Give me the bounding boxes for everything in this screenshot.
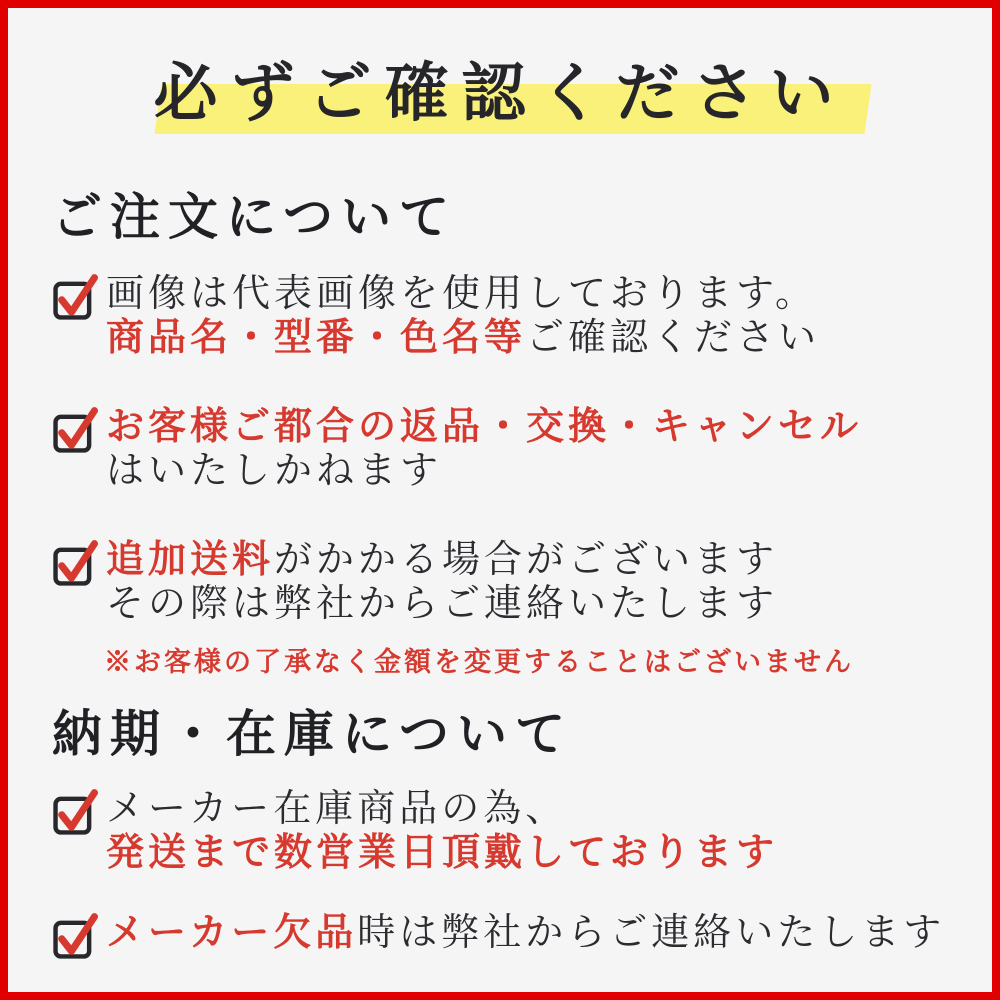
page-title: 必ずご確認ください	[153, 58, 847, 129]
item-line	[106, 449, 862, 493]
section-heading-orders: ご注文について	[52, 189, 457, 245]
item-line	[106, 538, 778, 582]
item-text-segment-red: メーカー欠品	[106, 912, 358, 954]
item-text-segment-red: 商品名・型番・色名等	[106, 317, 527, 359]
item-text-segment-red: 追加送料	[106, 539, 275, 581]
list-item	[52, 911, 956, 961]
list-item	[52, 272, 956, 360]
page-title-band	[8, 48, 992, 140]
item-text	[106, 787, 778, 875]
item-line	[106, 787, 778, 831]
price-change-note: ※お客様の了承なく金額を変更することはございません	[104, 647, 854, 677]
item-text-segment: がかかる場合がございます	[274, 539, 779, 581]
list-item	[52, 538, 956, 626]
item-text	[106, 272, 820, 360]
checked-checkbox-icon	[52, 407, 98, 455]
item-line	[106, 582, 778, 626]
item-text	[106, 911, 945, 955]
item-line	[106, 405, 862, 449]
checked-checkbox-icon	[52, 789, 98, 837]
checked-checkbox-icon	[52, 913, 98, 961]
section-heading-stock: 納期・在庫について	[52, 706, 573, 762]
list-item	[52, 787, 956, 875]
item-line	[106, 272, 820, 316]
item-text-segment: メーカー在庫商品の為、	[106, 788, 568, 830]
checked-checkbox-icon	[52, 274, 98, 322]
item-text-segment: 画像は代表画像を使用しております。	[106, 273, 817, 315]
item-text-segment-red: お客様ご都合の返品・交換・キャンセル	[106, 406, 863, 448]
list-item	[52, 405, 956, 493]
item-text-segment: 時は弊社からご連絡いたします	[357, 912, 946, 954]
item-line	[106, 316, 820, 360]
item-line	[106, 831, 778, 875]
item-text	[106, 405, 862, 493]
item-text-segment: はいたしかねます	[106, 450, 443, 492]
item-line	[106, 911, 945, 955]
item-text-segment: その際は弊社からご連絡いたします	[106, 583, 779, 625]
item-text-segment: ご確認ください	[526, 317, 821, 359]
checked-checkbox-icon	[52, 540, 98, 588]
item-text-segment-red: 発送まで数営業日頂戴しております	[106, 832, 779, 874]
notice-content	[8, 188, 992, 961]
item-text	[106, 538, 778, 626]
